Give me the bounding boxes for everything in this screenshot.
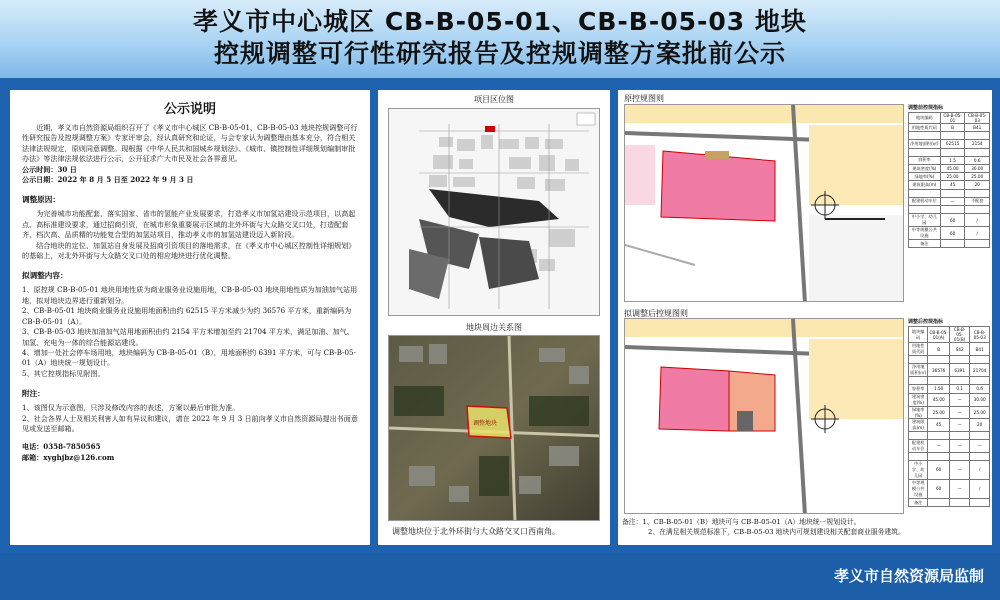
- table-row: [909, 132, 990, 140]
- appendix-item: 2、社会各界人士及相关利害人如有异议和建议，请在 2022 年 9 月 3 日前向孝义市自然资源局提出书面意见或发送至邮箱。: [22, 413, 358, 433]
- table-cell: /: [970, 479, 990, 498]
- table-cell: [928, 498, 950, 506]
- table-cell: 配建机动车位: [909, 439, 928, 452]
- aerial-photo: [388, 335, 600, 521]
- table-cell: S42: [949, 343, 969, 356]
- table-cell: CB-B-05-01(B): [949, 327, 969, 343]
- table-cell: 6391: [949, 364, 969, 377]
- table-cell: 中小学、幼儿园: [909, 460, 928, 479]
- table-cell: 20: [965, 181, 990, 189]
- table-cell: 30.00: [970, 393, 990, 406]
- table-cell: 62515: [940, 140, 965, 148]
- table-row: [909, 431, 990, 439]
- table-row: [909, 406, 990, 418]
- table-cell: 净用地面积(㎡): [909, 140, 941, 148]
- original-table-title: 调整前控规指标: [908, 105, 944, 111]
- table-cell: [949, 498, 969, 506]
- table-cell: 45.00: [940, 164, 965, 172]
- content-item: 1、原控规 CB-B-05-01 地块用地性质为商业服务业设施用地，CB-B-05-03 地块用地性质为加油加气站用地，拟对地块边界进行重新划分。: [22, 285, 358, 305]
- table-cell: [965, 240, 990, 248]
- table-row: [909, 156, 990, 164]
- location-map: [388, 108, 600, 316]
- table-cell: [909, 189, 941, 197]
- table-cell: 绿地率(%): [909, 173, 941, 181]
- table-cell: 0.6: [965, 156, 990, 164]
- aerial-photo-drawing: [389, 336, 600, 521]
- table-row: [909, 356, 990, 364]
- plan-note-2: 2、在满足相关规范标准下，CB-B-05-03 地块内可规划建设相关配套商业服务建筑。: [648, 528, 905, 536]
- contact-phone: 电话：0358-7850565: [22, 442, 101, 452]
- table-cell: CB-B-05-03: [970, 327, 990, 343]
- table-cell: B: [928, 343, 950, 356]
- table-cell: 60: [940, 214, 965, 227]
- table-row: [909, 189, 990, 197]
- table-cell: 0.6: [970, 385, 990, 393]
- table-row: [909, 364, 990, 377]
- notice-panel: [10, 90, 370, 545]
- original-plan-drawing: [625, 105, 904, 302]
- table-cell: [965, 205, 990, 213]
- table-cell: /: [965, 227, 990, 240]
- table-cell: [970, 431, 990, 439]
- table-row: [909, 240, 990, 248]
- notice-intro: 近期，孝义市自然资源局组织召开了《孝义市中心城区 CB-B-05-01、CB-B-05-03 地块控规调整可行性研究报告及控规调整方案》专家评审会，经认真研究和论证，与会专家认为调整理由基本充分，符合相关法律法规规定，原则同意调整。现根据《中华人民共和国城乡规划法》、《城市、镇控制性详细规划编制审批办法》等法律法规依法进行公示，公开征求广大市民及社会各界意见。: [22, 123, 358, 164]
- table-cell: 中等规模公共设施: [909, 227, 941, 240]
- surroundings-map-title: 地块周边关系图: [466, 323, 522, 332]
- table-cell: 建筑密度(%): [909, 164, 941, 172]
- content-item: 3、CB-B-05-03 地块加油加气站用地面积由约 2154 平方米增加至约 21704 平方米，满足加油、加气、加氢、充电为一体的综合能源站建设。: [22, 327, 354, 347]
- table-cell: [928, 377, 950, 385]
- table-cell: —: [949, 460, 969, 479]
- content-item: 4、增加一处社会停车场用地，地块编码为 CB-B-05-01（B），用地面积约 6391 平方米，可与 CB-B-05-01（A）地块统一规划设计。: [22, 347, 356, 368]
- table-cell: 中小学、幼儿园: [909, 214, 941, 227]
- table-cell: 30.00: [965, 164, 990, 172]
- plan-note-1: 备注：1、CB-B-05-01（B）地块可与 CB-B-05-01（A）地块统一规划设计。: [622, 518, 861, 526]
- table-cell: —: [949, 439, 969, 452]
- table-cell: 25.00: [940, 173, 965, 181]
- table-cell: [928, 431, 950, 439]
- table-cell: [970, 377, 990, 385]
- table-cell: [970, 356, 990, 364]
- table-cell: [965, 148, 990, 156]
- table-cell: 45: [928, 418, 950, 431]
- original-plan-title: 原控规图则: [624, 94, 664, 103]
- table-cell: [940, 189, 965, 197]
- page-header: [0, 0, 1000, 78]
- table-cell: 2154: [965, 140, 990, 148]
- table-row: [909, 164, 990, 172]
- table-cell: 备注: [909, 240, 941, 248]
- table-cell: B41: [970, 343, 990, 356]
- table-row: [909, 343, 990, 356]
- table-cell: 用地性质代码: [909, 343, 928, 356]
- table-cell: —: [949, 406, 969, 418]
- table-cell: 60: [940, 227, 965, 240]
- table-cell: [909, 431, 928, 439]
- table-cell: 20: [970, 418, 990, 431]
- table-cell: [909, 205, 941, 213]
- site-label: 调整地块: [473, 420, 498, 427]
- table-cell: [949, 452, 969, 460]
- reason-paragraph-1: 为完善城市功能配套，落实国家、省市的氢能产业发展要求，打造孝义市加氢站建设示范项目，以高起点、高标准建设要求，通过招商引资，在城市形象重要展示区域的北外环街与大众路交叉口处，打造配套齐、档次高、品质精的功能复合型的加氢站项目，推动孝义市的加氢站建设迈入新阶段。: [22, 209, 356, 240]
- page-footer: [0, 553, 1000, 600]
- table-cell: [909, 377, 928, 385]
- table-cell: /: [970, 460, 990, 479]
- table-cell: 容积率: [909, 156, 941, 164]
- table-cell: 中等规模公共设施: [909, 479, 928, 498]
- table-cell: [949, 356, 969, 364]
- table-row: [909, 460, 990, 479]
- table-cell: 45: [940, 181, 965, 189]
- table-cell: [970, 452, 990, 460]
- table-cell: 地块编码: [909, 113, 941, 124]
- page-title-line2: 控规调整可行性研究报告及控规调整方案批前公示: [213, 39, 786, 68]
- table-cell: —: [928, 439, 950, 452]
- table-cell: [949, 431, 969, 439]
- table-cell: —: [970, 439, 990, 452]
- table-row: [909, 113, 990, 124]
- location-map-title: 项目区位图: [474, 95, 514, 104]
- table-cell: 建筑密度(%): [909, 393, 928, 406]
- table-cell: 36576: [928, 364, 950, 377]
- table-row: [909, 124, 990, 132]
- table-row: [909, 227, 990, 240]
- table-cell: 建筑限高(m): [909, 181, 941, 189]
- table-row: [909, 214, 990, 227]
- table-cell: 净用地面积(㎡): [910, 364, 927, 376]
- table-row: [909, 148, 990, 156]
- appendix-item: 1、该图仅为示意图，只涉及修改内容的表述，方案以最后审批为准。: [22, 403, 240, 413]
- table-cell: [909, 148, 941, 156]
- page-title-line1: 孝义市中心城区 CB-B-05-01、CB-B-05-03 地块: [193, 7, 807, 36]
- table-cell: 25.00: [928, 406, 950, 418]
- table-cell: [909, 356, 928, 364]
- table-cell: [949, 377, 969, 385]
- reason-paragraph-2: 结合地块的定位、加氢站自身发展及招商引资项目的落地需求，在《孝义市中心城区控制性详细规划》的基础上，对北外环街与大众路交叉口处的相应地块进行优化调整。: [22, 240, 356, 261]
- table-cell: [928, 356, 950, 364]
- table-cell: CB-B-05-03: [965, 113, 990, 124]
- table-cell: [940, 132, 965, 140]
- table-cell: /: [965, 214, 990, 227]
- table-cell: 60: [928, 460, 950, 479]
- table-cell: 不配套: [965, 197, 990, 205]
- adjusted-plan-drawing: [625, 319, 904, 514]
- content-heading: 拟调整内容：: [22, 271, 68, 281]
- plan-panel: [618, 90, 992, 545]
- reason-heading: 调整原因：: [22, 195, 60, 205]
- table-cell: 用地性质代码: [909, 124, 941, 132]
- table-cell: CB-B-05-01: [940, 113, 965, 124]
- notice-date-range: 公示日期：2022 年 8 月 5 日至 2022 年 9 月 3 日: [22, 175, 194, 185]
- contact-email[interactable]: 邮箱：xyghjbz@126.com: [22, 452, 115, 462]
- table-row: [909, 205, 990, 213]
- table-row: [909, 327, 990, 343]
- table-cell: [965, 189, 990, 197]
- table-cell: B: [940, 124, 965, 132]
- table-cell: 1.5: [940, 156, 965, 164]
- table-row: [909, 418, 990, 431]
- table-cell: 60: [928, 479, 950, 498]
- table-row: [909, 439, 990, 452]
- table-cell: 45.00: [928, 393, 950, 406]
- table-cell: CB-B-05-01(A): [928, 327, 950, 343]
- table-cell: —: [949, 479, 969, 498]
- table-cell: [940, 240, 965, 248]
- table-row: [909, 181, 990, 189]
- table-row: [909, 479, 990, 498]
- table-cell: 1.50: [928, 385, 950, 393]
- notice-title: 公示说明: [163, 102, 216, 117]
- content-item: 5、其它控规指标见附图。: [22, 368, 105, 378]
- table-cell: [965, 132, 990, 140]
- surroundings-caption: 调整地块位于北外环街与大众路交叉口西南角。: [392, 527, 560, 536]
- table-cell: [940, 148, 965, 156]
- table-row: [909, 393, 990, 406]
- location-map-drawing: [389, 109, 600, 316]
- table-cell: [970, 498, 990, 506]
- content-item: 2、CB-B-05-01 地块商业服务业设施用地面积由约 62515 平方米减少为约 36576 平方米，重新编码为 CB-B-05-01（A）。: [22, 306, 352, 326]
- table-cell: [909, 132, 941, 140]
- table-cell: 25.00: [965, 173, 990, 181]
- table-row: [909, 385, 990, 393]
- table-cell: 建筑限高(m): [909, 418, 928, 431]
- adjusted-table-title: 调整后控规指标: [908, 319, 944, 325]
- table-cell: 21704: [970, 364, 990, 377]
- table-cell: 25.00: [970, 406, 990, 418]
- table-cell: [940, 205, 965, 213]
- table-cell: [928, 452, 950, 460]
- appendix-heading: 附注：: [22, 389, 45, 399]
- notice-period: 公示时间：30 日: [22, 164, 77, 174]
- adjusted-plan-title: 拟调整后控规图则: [624, 309, 688, 318]
- table-cell: 容积率: [909, 385, 928, 393]
- table-row: [909, 377, 990, 385]
- table-row: [909, 197, 990, 205]
- table-cell: 备注: [909, 498, 928, 506]
- table-cell: B41: [965, 124, 990, 132]
- plan-notes: [622, 517, 990, 537]
- adjusted-plan-map: [624, 318, 904, 514]
- adjusted-indicator-table: [908, 326, 990, 507]
- table-row: [909, 173, 990, 181]
- original-plan-map: [624, 104, 904, 302]
- table-row: [909, 498, 990, 506]
- table-cell: —: [949, 418, 969, 431]
- table-cell: 配建机动车位: [909, 197, 941, 205]
- table-cell: 地块编码: [909, 327, 928, 343]
- table-cell: [909, 452, 928, 460]
- table-row: [909, 452, 990, 460]
- original-indicator-table: [908, 112, 990, 248]
- table-cell: 0.1: [949, 385, 969, 393]
- table-cell: —: [949, 393, 969, 406]
- footer-signature: 孝义市自然资源局监制: [833, 567, 984, 585]
- table-cell: —: [940, 197, 965, 205]
- table-row: [909, 140, 990, 148]
- location-panel: [378, 90, 610, 545]
- table-cell: 绿地率(%): [909, 406, 928, 418]
